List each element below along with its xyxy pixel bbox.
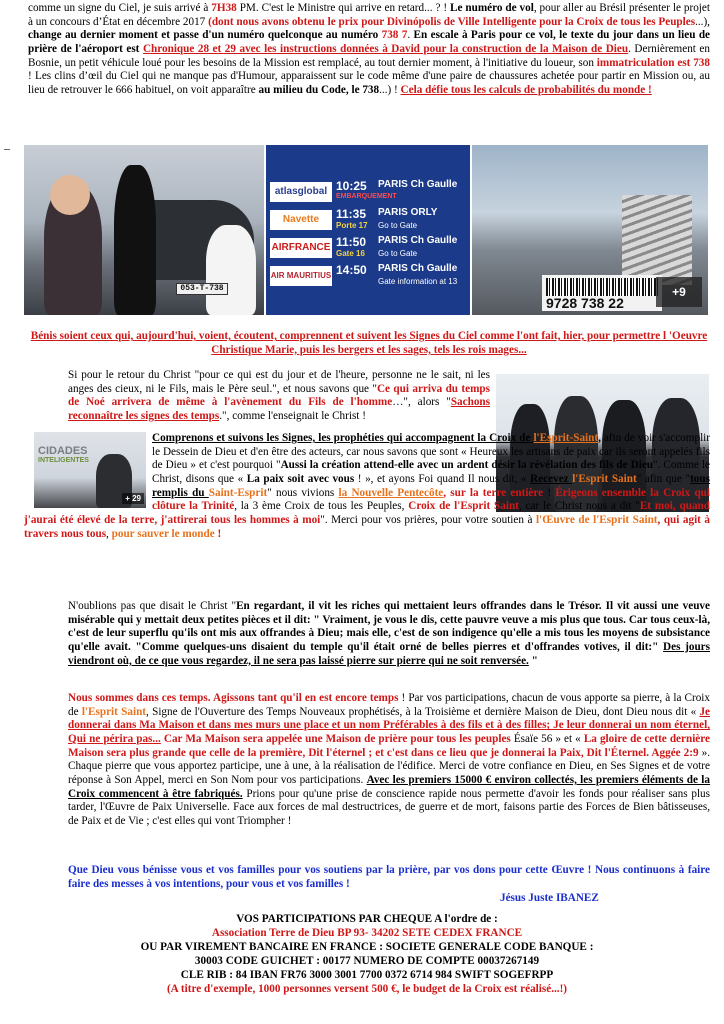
footer-cheque-line: VOS PARTICIPATIONS PAR CHEQUE A l'ordre de : (236, 913, 498, 925)
photo-departure-board (266, 145, 470, 315)
author-signature: Jésus Juste IBANEZ (500, 892, 599, 904)
footer-bank-line: OU PAR VIREMENT BANCAIRE EN FRANCE : SOCIETE GENERALE CODE BANQUE : (140, 941, 594, 953)
person-man-hat (114, 165, 156, 315)
plane-stairs (622, 195, 692, 285)
cidades-logo: CIDADES INTELIGENTES (38, 445, 89, 464)
footer-account-line: 30003 CODE GUICHET : 00177 NUMERO DE COMPTE 00037267149 (194, 955, 540, 967)
paragraph-signs: Comprenons et suivons les Signes, les prophéties qui accompagnent la Croix de l'Esprit-Saint, afin de voir s'accomplir le Dessein de Dieu et d'en être des acteurs, car nous savons que sont « Heureux les artisans de paix car ils seront appelés fils de Dieu » et c'est pourquoi "Aussi la création attend-elle avec un ardent désir la révélation des fils de Dieu". Comme le Christ, disons que « La paix soit avec vous ! », et ayons Foi quand Il nous dit, « Recevez l'Esprit Saint" afin que "tous remplis du Saint-Esprit" nous vivions la Nouvelle Pentecôte, sur la terre entière ! Érigeons ensemble la Croix qui clôture la Trinité, la 3 ème Croix de tous les Peuples, Croix de l'Esprit Saint, car le Christ nous a dit "Et moi, quand j'aurai été élevé de la terre, j'attirerai tous les hommes à moi". Merci pour vos prières, pour votre soutien à l'Œuvre de l'Esprit Saint, qui agit à travers nous tous, pour sauver le monde ! (24, 432, 711, 540)
paragraph-christ-return: Si pour le retour du Christ "pour ce qui est du jour et de l'heure, personne ne le sait, ni les anges des cieux, ni le Fils, mais le Père seul.", et nous savons que "Ce qui arriva du temps de Noé arrivera de même à l'avènement du Fils de l'homme…", alors "Sachons reconnaître les signes des temps.", comme l'enseignait le Christ ! (68, 369, 490, 422)
board-row: atlasglobal 10:25 PARIS Ch Gaulle EMBARQUEMENT (270, 179, 466, 205)
more-photos-badge[interactable]: + 29 (122, 493, 144, 504)
closing-blessing: Que Dieu vous bénisse vous et vos familles pour vos soutiens par la prière, par vos dons pour cette Œuvre ! Nous continuons à faire faire des messes à vos intentions, pour vous et vos familles ! (68, 864, 710, 890)
photo-travelers-car (24, 145, 264, 315)
board-row: Navette 11:35 PARIS ORLY Porte 17 Go to Gate (270, 207, 466, 233)
photo-plane-boarding (472, 145, 708, 315)
board-row: AIR MAURITIUS 14:50 PARIS Ch Gaulle Gate information at 13 (270, 263, 458, 286)
blessing-banner: Bénis soient ceux qui, aujourd'hui, voient, écoutent, comprennent et suivent les Signes du Ciel comme l'ont fait, hier, pour permettre l 'Oeuvre Christique Marie, puis les bergers et les sages, tels les rois mages... (30, 330, 708, 356)
donation-footer (24, 912, 710, 996)
person-face (50, 175, 90, 215)
board-row: AIRFRANCE 11:50 PARIS Ch Gaulle Gate 16 Go to Gate (271, 235, 458, 258)
more-photos-badge[interactable]: +9 (656, 277, 702, 307)
paragraph-temps: Nous sommes dans ces temps. Agissons tant qu'il en est encore temps ! Par vos participations, chacun de vous apporte sa pierre, à la Croix de l'Esprit Saint, Signe de l'Ouverture des Temps Nouveaux prophétisés, à la Troisième et dernière Maison de Dieu, dont Dieu nous dit « Je donnerai dans Ma Maison et dans mes murs une place et un nom Préférables à des fils et à des filles; Je leur donnerai un nom éternel, Qui ne périra pas... Car Ma Maison sera appelée une Maison de prière pour tous les peuples Ésaïe 56 » et « La gloire de cette dernière Maison sera plus grande que celle de la première, Dit l'éternel ; et c'est dans ce lieu que je donnerai la Paix, Dit l'Éternel. Aggée 2:9 ». Chaque pierre que vous apportez participe, une à une, à la réalisation de l'édifice. Merci de votre confiance en Dieu, en Ses Signes et de votre réponse à Son Appel, merci en Son Nom pour vos participations. Avec les premiers 15000 € environ collectés, les premiers éléments de la Croix commencent à être fabriqués. Prions pour qu'une prise de conscience rapide nous permette d'avoir les fonds pour réaliser sans plus tarder, l'Œuvre de Paix Universelle. Face aux forces de mal destructrices, de guerre et de mort, faisons partie des Forces de Bien bâtisseuses, de Paix et de Vie ; c'est elles qui vont Triompher ! (68, 692, 710, 827)
intro-paragraph: comme un signe du Ciel, je suis arrivé à 7H38 PM. C'est le Ministre qui arrive en retard... ? ! Le numéro de vol, pour aller au Brésil présenter le projet à un concours d’État en décembre 2017 (dont nous avons obtenu le prix pour Divinópolis de Ville Intelligente pour la Croix de tous les Peuples...), change au dernier moment et passe d'un numéro quelconque au numéro 738 7. En escale à Paris pour ce vol, le texte du jour dans un lieu de prière de l'aéroport est Chronique 28 et 29 avec les instructions données à David pour la construction de la Maison de Dieu. Dernièrement en Bosnie, un petit véhicule loué pour les besoins de la Mission est remplacé, au tout dernier moment, à l'initiative du loueur, son immatriculation est 738 ! Les clins d’œil du Ciel qui ne manque pas d'Humour, apparaissent sur le code même d'une paire de chaussures achetée pour partir en Mission ou, au lieu de retrouver le 666 habituel, on voit apparaître au milieu du Code, le 738...) ! Cela défie tous les calculs de probabilités du monde ! (28, 2, 711, 96)
separator-dash: – (4, 141, 10, 155)
shoe-barcode: 9728 738 22 (542, 275, 662, 311)
barcode-bars (546, 278, 658, 296)
photo-spacer (24, 432, 152, 508)
person-white-shirt (206, 225, 256, 315)
license-plate: 053-T-738 (176, 283, 228, 295)
footer-example-line: (A titre d'exemple, 1000 personnes versent 500 €, le budget de la Croix est réalisé...!) (166, 983, 568, 995)
footer-iban-line: CLE RIB : 84 IBAN FR76 3000 3001 7700 0372 6714 984 SWIFT SOGEFRPP (180, 969, 554, 981)
footer-address: Association Terre de Dieu BP 93- 34202 SETE CEDEX FRANCE (211, 927, 523, 939)
paragraph-offrandes: N'oublions pas que disait le Christ "En regardant, il vit les riches qui mettaient leurs offrandes dans le Trésor. Il vit aussi une veuve misérable qui y mettait deux petites pièces et il dit: " Vraiment, je vous le dis, cette pauvre veuve a mis plus que tous. Car tous ceux-là, c'est de leur superflu qu'ils ont mis aux offrandes à Dieu; mais elle, c'est de son indigence qu'elle a mis tous les moyens de subsistance qu'elle avait. "Comme quelques-uns disaient du temple qu'il était orné de belles pierres et d'offrandes votives, il dit:" Des jours viendront où, de ce que vous regardez, il ne sera pas laissé pierre sur pierre qui ne soit renversée. " (68, 600, 710, 667)
